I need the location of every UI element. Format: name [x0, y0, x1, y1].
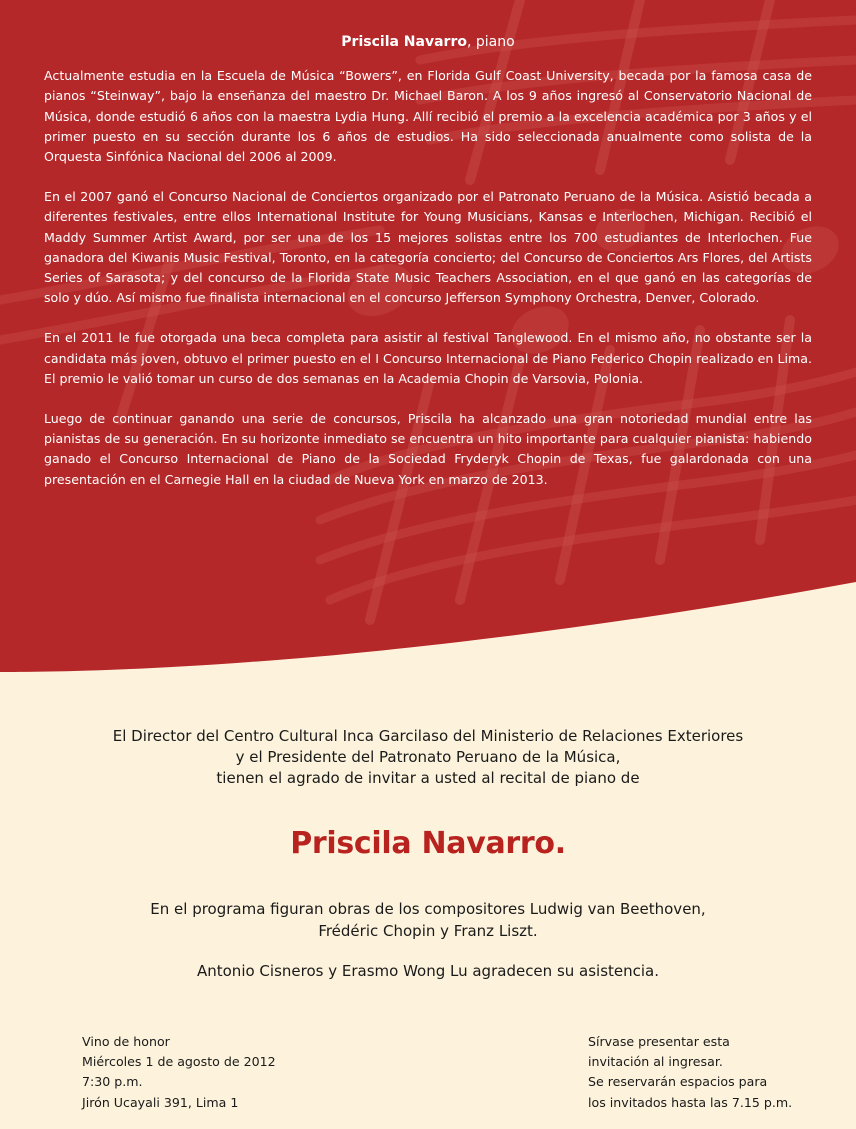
pianist-name: Priscila Navarro	[341, 34, 467, 50]
program-line: En el programa figuran obras de los compositores Ludwig van Beethoven,	[150, 900, 706, 918]
event-detail-line: Miércoles 1 de agosto de 2012	[82, 1054, 276, 1070]
invitation-line: y el Presidente del Patronato Peruano de la Música,	[235, 748, 621, 766]
biography	[44, 32, 812, 510]
performer-name: Priscila Navarro.	[290, 826, 566, 861]
program-description	[0, 898, 856, 942]
biography-heading	[44, 32, 812, 52]
instrument-label: , piano	[466, 34, 515, 50]
event-details	[82, 1032, 276, 1113]
notice-line: los invitados hasta las 7.15 p.m.	[588, 1094, 793, 1110]
biography-paragraph: Luego de continuar ganando una serie de concursos, Priscila ha alcanzado una gran notoriedad mundial entre las pianistas de su generación. En su horizonte inmediato se encuentra un hito importante para cualquier pianista: habiendo ganado el Concurso Internacional de Piano de la Sociedad Fryderyk Chopin de Texas, fue galardonada con una presentación en el Carnegie Hall en la ciudad de Nueva York en marzo de 2013.	[44, 411, 812, 487]
notice-line: invitación al ingresar.	[588, 1054, 723, 1070]
event-detail-line: Jirón Ucayali 391, Lima 1	[82, 1094, 239, 1110]
program-line: Frédéric Chopin y Franz Liszt.	[318, 922, 538, 940]
notice-line: Se reservarán espacios para	[588, 1074, 768, 1090]
notice-line: Sírvase presentar esta	[588, 1034, 730, 1049]
event-detail-line: Vino de honor	[82, 1034, 170, 1049]
invitation-line: tienen el agrado de invitar a usted al recital de piano de	[216, 769, 640, 787]
biography-paragraph: Actualmente estudia en la Escuela de Música “Bowers”, en Florida Gulf Coast University, becada por la famosa casa de pianos “Steinway”, bajo la enseñanza del maestro Dr. Michael Baron. A los 9 años ingresó al Conservatorio Nacional de Música, donde estudió 6 años con la maestra Lydia Hung. Allí recibió el premio a la excelencia académica por 3 años y el primer puesto en su sección durante los 6 años de estudios. Ha sido seleccionada anualmente como solista de la Orquesta Sinfónica Nacional del 2006 al 2009.	[44, 68, 812, 165]
invitation-line: El Director del Centro Cultural Inca Garcilaso del Ministerio de Relaciones Exteriores	[112, 727, 744, 745]
biography-paragraph: En el 2011 le fue otorgada una beca completa para asistir al festival Tanglewood. En el mismo año, no obstante ser la candidata más joven, obtuvo el primer puesto en el I Concurso Internacional de Piano Federico Chopin realizado en Lima. El premio le valió tomar un curso de dos semanas en la Academia Chopin de Varsovia, Polonia.	[44, 330, 812, 386]
biography-paragraph: En el 2007 ganó el Concurso Nacional de Conciertos organizado por el Patronato Peruano de la Música. Asistió becada a diferentes festivales, entre ellos International Institute for Young Musicians, Kansas e Interlochen, Michigan. Recibió el Maddy Summer Artist Award, por ser una de los 15 mejores solistas entre los 700 estudiantes de Interlochen. Fue ganadora del Kiwanis Music Festival, Toronto, en la categoría concierto; del Concurso de Conciertos Ars Flores, del Artists Series of Sarasota; y del concurso de la Florida State Music Teachers Association, en el que ganó en las categorías de solo y dúo. Así mismo fue finalista internacional en el concurso Jefferson Symphony Orchestra, Denver, Colorado.	[44, 189, 812, 306]
invitation-text	[0, 726, 856, 789]
event-detail-line: 7:30 p.m.	[82, 1074, 143, 1090]
entry-notice	[588, 1032, 792, 1113]
thanks-note: Antonio Cisneros y Erasmo Wong Lu agradecen su asistencia.	[196, 962, 660, 980]
